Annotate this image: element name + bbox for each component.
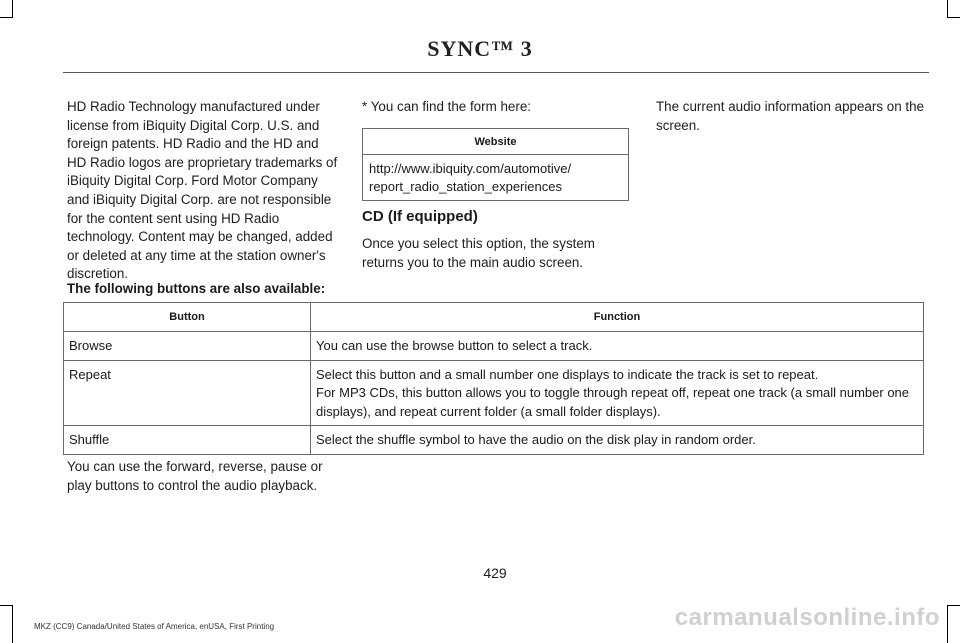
footer-text: MKZ (CC9) Canada/United States of America, enUSA, First Printing — [34, 622, 275, 631]
crop-mark-top-left-horizontal — [0, 17, 13, 18]
table-row — [64, 360, 924, 426]
header-divider — [63, 72, 929, 73]
function-cell: Select the shuffle symbol to have the audio on the disk play in random order. — [311, 426, 924, 455]
button-cell: Repeat — [64, 360, 311, 426]
cd-section-heading: CD (If equipped) — [362, 208, 478, 225]
website-table-header: Website — [363, 129, 629, 155]
crop-mark-top-left-vertical — [12, 0, 13, 18]
page-header-title: SYNC™ 3 — [427, 36, 533, 61]
function-cell — [311, 360, 924, 426]
crop-mark-bottom-right-horizontal — [947, 605, 960, 606]
function-cell: You can use the browse button to select a track. — [311, 332, 924, 361]
column-header-function: Function — [311, 303, 924, 332]
website-url-line1[interactable]: http://www.ibiquity.com/automotive/ — [369, 161, 572, 176]
buttons-function-table — [63, 302, 924, 455]
crop-mark-bottom-left-vertical — [12, 605, 13, 643]
table-row — [64, 332, 924, 361]
button-cell: Browse — [64, 332, 311, 361]
crop-mark-bottom-left-horizontal — [0, 605, 13, 606]
table-row — [64, 426, 924, 455]
crop-mark-top-right-vertical — [947, 0, 948, 18]
column-header-button: Button — [64, 303, 311, 332]
function-text: Select this button and a small number one displays to indicate the track is set to repeat. — [316, 366, 819, 382]
page-number: 429 — [483, 565, 507, 581]
function-text-mp3: For MP3 CDs, this button allows you to toggle through repeat off, repeat one track (a small number one displays), and repeat current folder (a small folder displays). — [316, 385, 910, 419]
website-table — [362, 128, 629, 201]
form-note: * You can find the form here: — [362, 99, 531, 114]
website-url-cell[interactable] — [363, 155, 629, 201]
buttons-intro: The following buttons are also available: — [67, 281, 326, 296]
watermark: carmanualsonline.info — [674, 604, 940, 631]
audio-info-paragraph: The current audio information appears on the screen. — [656, 99, 924, 133]
crop-mark-top-right-horizontal — [947, 17, 960, 18]
button-cell: Shuffle — [64, 426, 311, 455]
crop-mark-bottom-right-vertical — [947, 605, 948, 643]
hd-radio-paragraph: HD Radio Technology manufactured under license from iBiquity Digital Corp. U.S. and foreign patents. HD Radio and the HD and HD Radio logos are proprietary trademarks of iBiquity Digital Corp. Ford Motor Company and iBiquity Digital Corp. are not responsible for the content sent using HD Radio technology. Content may be changed, added or deleted at any time at the station owner's discretion. — [67, 99, 338, 282]
website-url-line2[interactable]: report_radio_station_experiences — [369, 179, 562, 194]
playback-paragraph: You can use the forward, reverse, pause or play buttons to control the audio playback. — [67, 459, 323, 493]
cd-description: Once you select this option, the system returns you to the main audio screen. — [362, 236, 595, 270]
